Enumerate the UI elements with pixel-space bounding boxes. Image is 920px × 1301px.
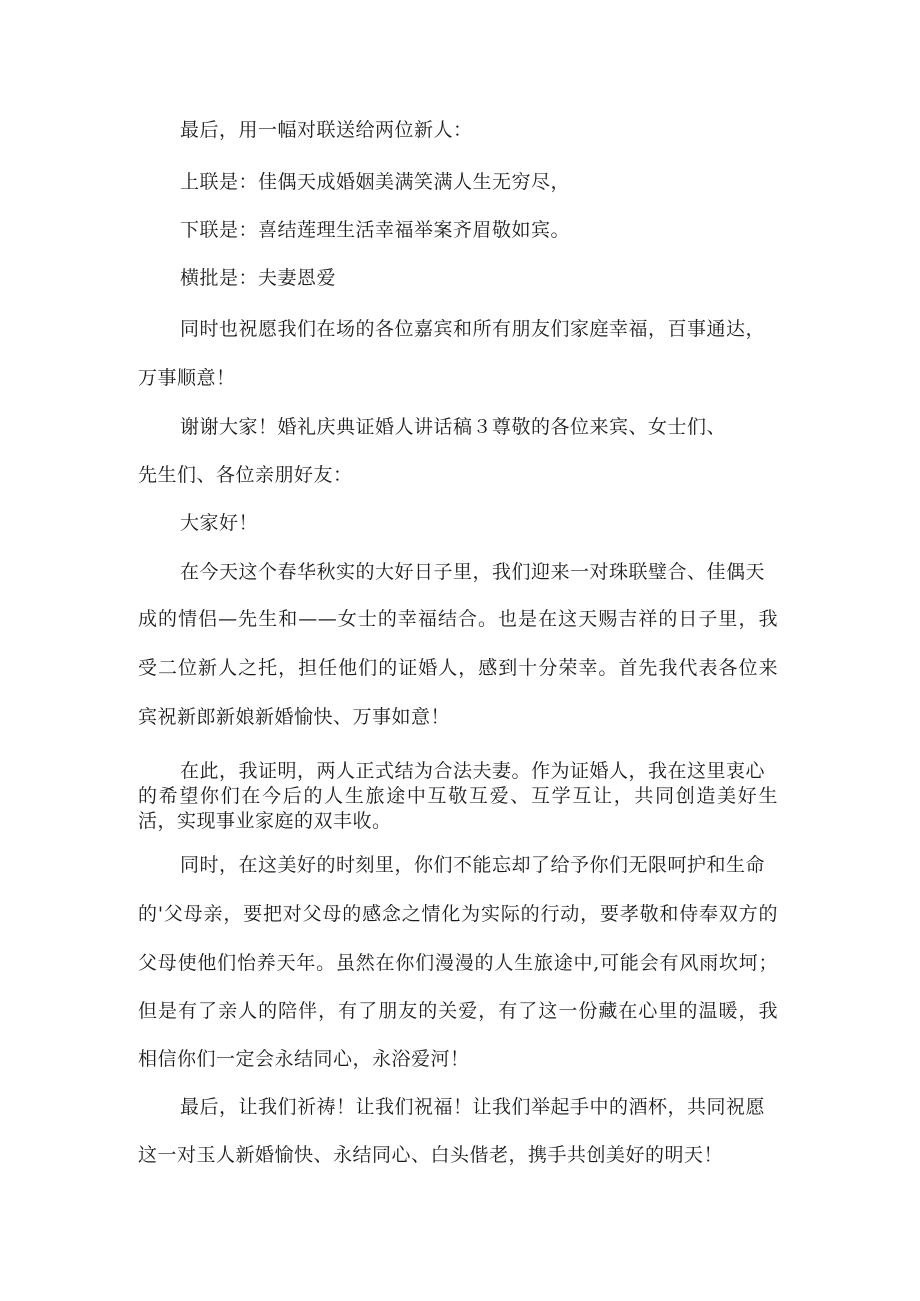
text-line: 受二位新人之托，担任他们的证婚人，感到十分荣幸。首先我代表各位来 xyxy=(138,657,778,679)
text-line: 最后，用一幅对联送给两位新人： xyxy=(180,119,473,141)
text-line: 先生们、各位亲朋好友： xyxy=(138,464,353,486)
text-line: 相信你们一定会永结同心，永浴爱河！ xyxy=(138,1048,470,1070)
text-line: 同时也祝愿我们在场的各位嘉宾和所有朋友们家庭幸福，百事通达， xyxy=(180,318,766,340)
text-line: 的'父母亲，要把对父母的感念之情化为实际的行动，要孝敬和侍奉双方的 xyxy=(138,903,778,925)
text-line: 这一对玉人新婚愉快、永结同心、白头偕老，携手共创美好的明天！ xyxy=(138,1144,724,1166)
text-line: 父母使他们怡养天年。虽然在你们漫漫的人生旅途中,可能会有风雨坎坷； xyxy=(138,952,778,974)
text-line: 在今天这个春华秋实的大好日子里，我们迎来一对珠联璧合、佳偶天 xyxy=(180,561,766,583)
text-line: 成的情侣—先生和——女士的幸福结合。也是在这天赐吉祥的日子里，我 xyxy=(138,608,778,630)
text-line: 万事顺意！ xyxy=(138,367,236,389)
text-line: 的希望你们在今后的人生旅途中互敬互爱、互学互让，共同创造美好生 xyxy=(138,785,778,807)
text-line: 同时，在这美好的时刻里，你们不能忘却了给予你们无限呵护和生命 xyxy=(180,854,766,876)
text-line: 谢谢大家！婚礼庆典证婚人讲话稿３尊敬的各位来宾、女士们、 xyxy=(180,416,727,438)
text-line: 横批是：夫妻恩爱 xyxy=(180,267,337,289)
text-line: 最后，让我们祈祷！让我们祝福！让我们举起手中的酒杯，共同祝愿 xyxy=(180,1096,766,1118)
text-line: 宾祝新郎新娘新婚愉快、万事如意！ xyxy=(138,706,451,728)
text-line: 下联是：喜结莲理生活幸福举案齐眉敬如宾。 xyxy=(180,219,571,241)
text-line: 活，实现事业家庭的双丰收。 xyxy=(138,810,392,832)
text-line: 大家好！ xyxy=(180,512,259,534)
text-line: 但是有了亲人的陪伴，有了朋友的关爱，有了这一份藏在心里的温暖，我 xyxy=(138,1000,778,1022)
text-line: 在此，我证明，两人正式结为合法夫妻。作为证婚人，我在这里衷心 xyxy=(180,760,766,782)
text-line: 上联是：佳偶天成婚姻美满笑满人生无穷尽， xyxy=(180,171,571,193)
